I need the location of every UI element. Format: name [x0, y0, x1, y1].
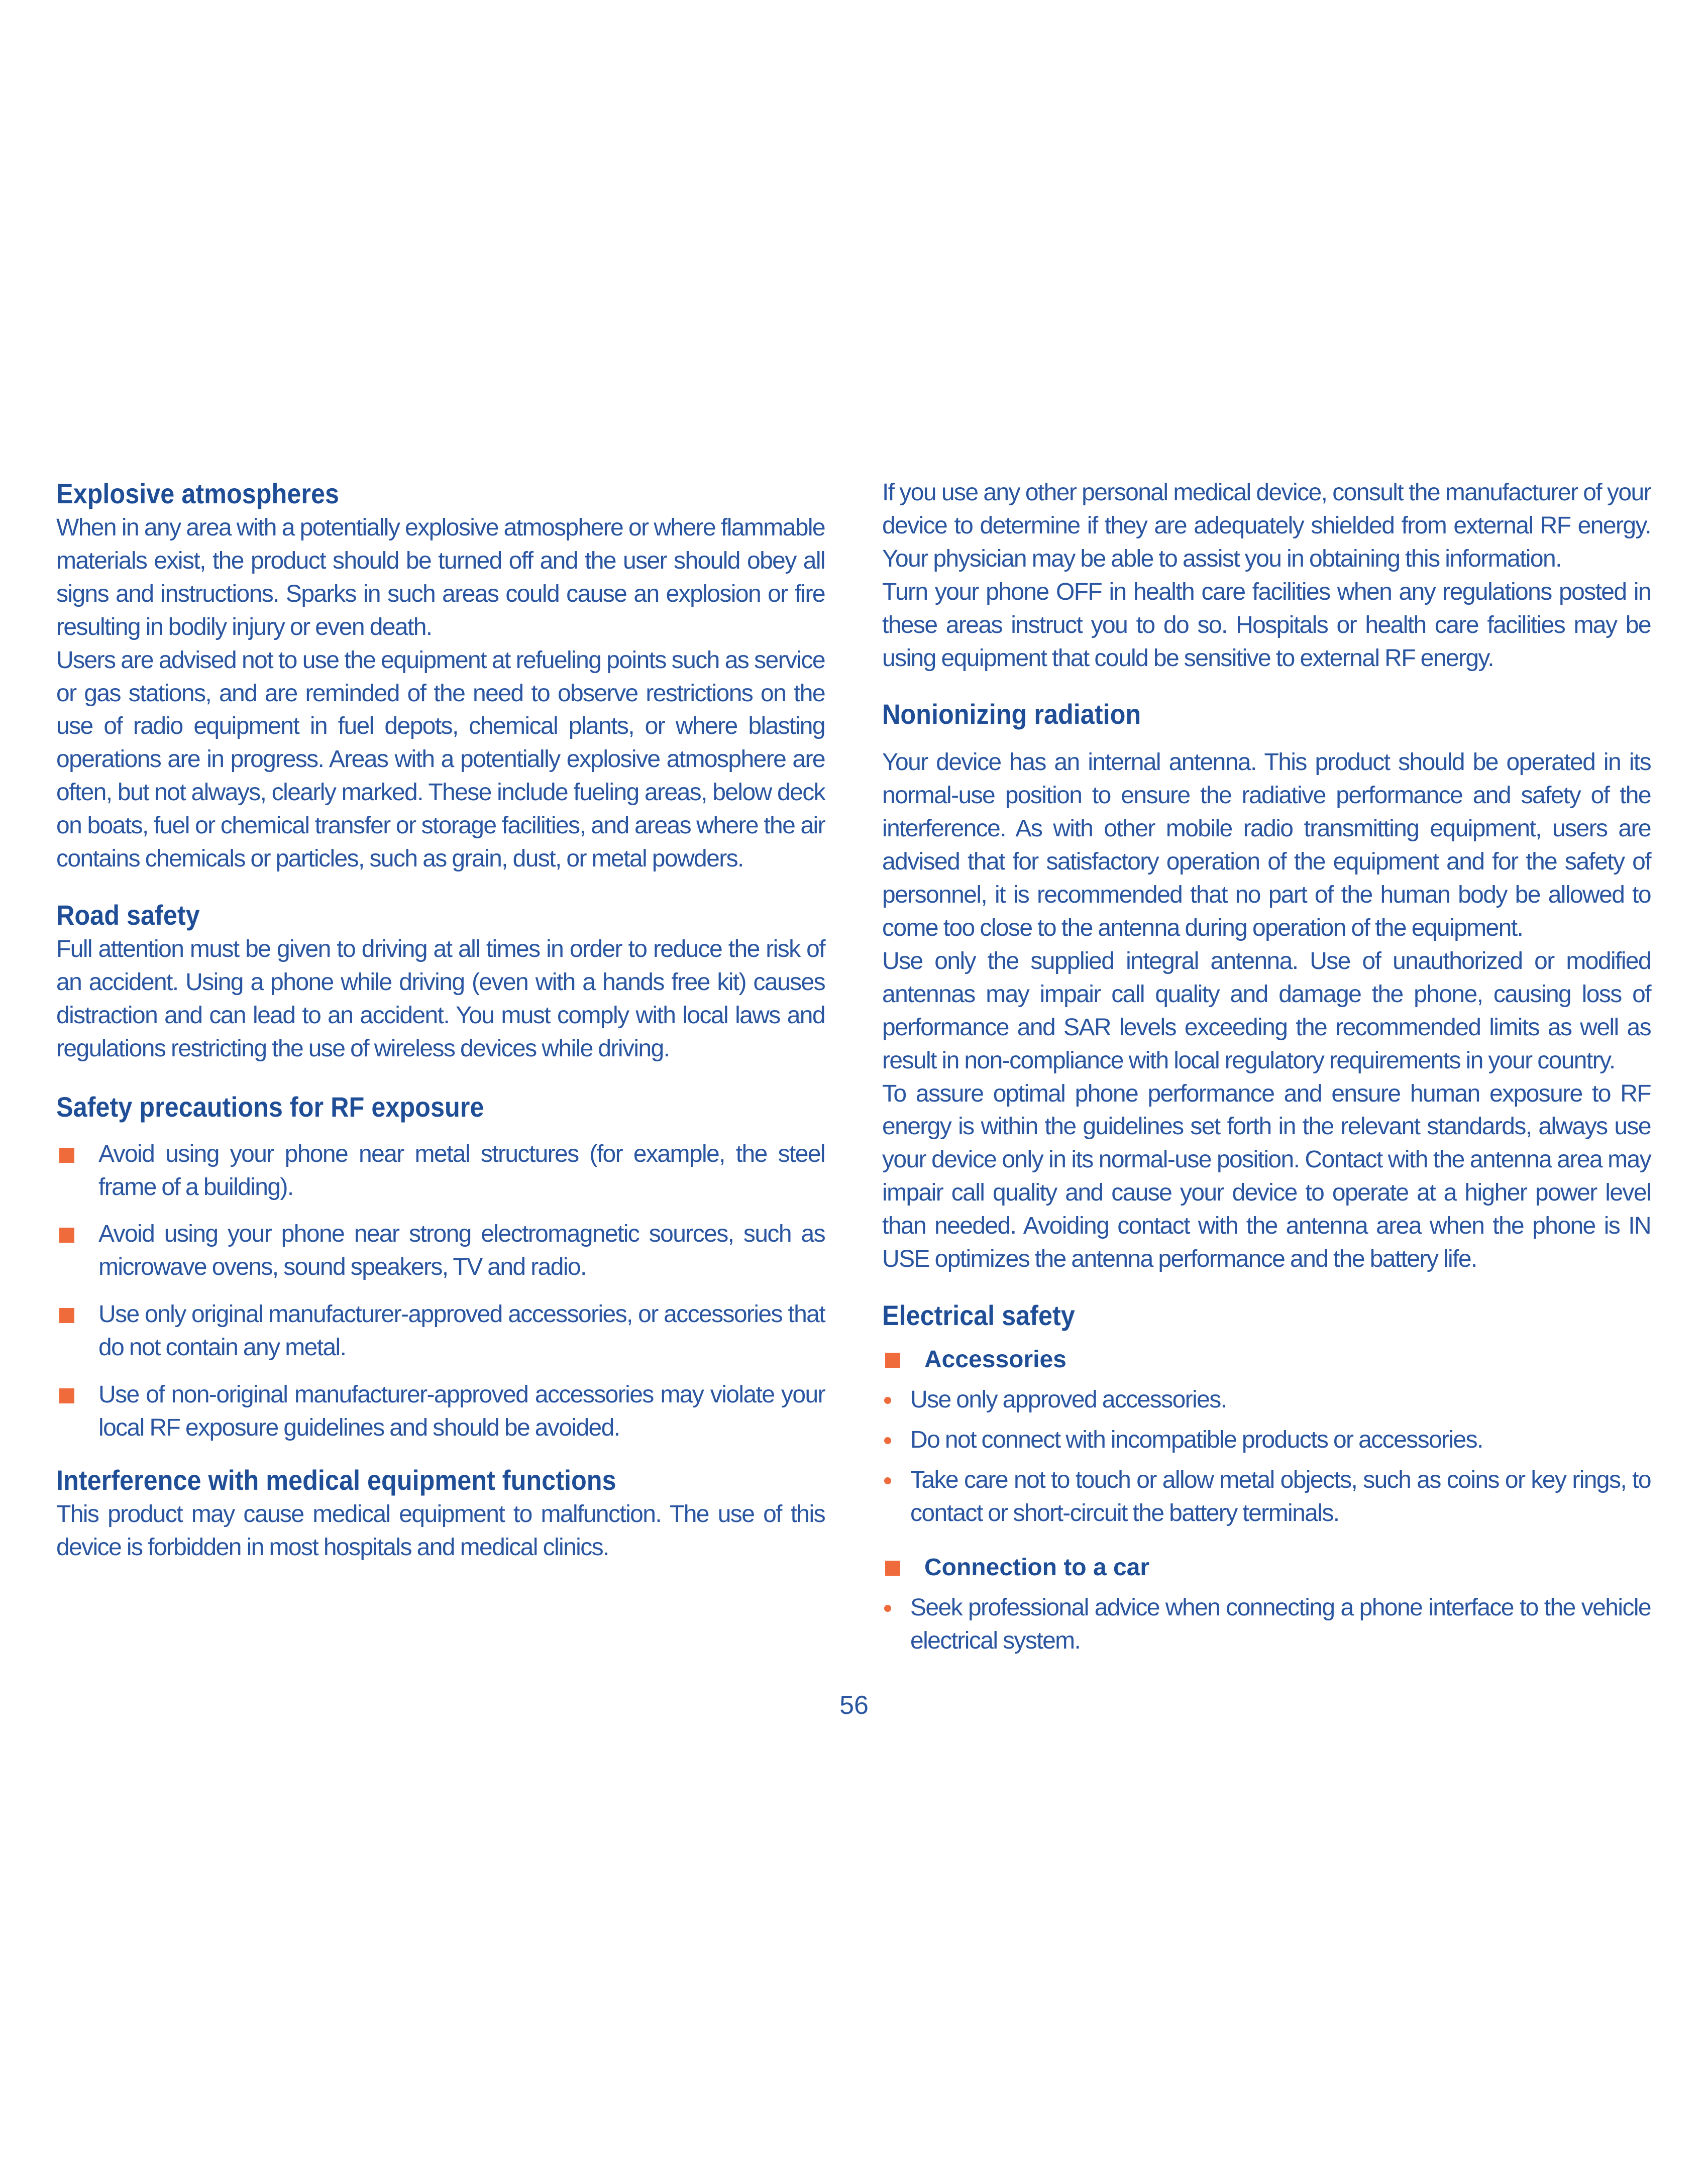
dot-bullet-icon [884, 1437, 891, 1444]
paragraph-explosive-1: When in any area with a potentially explosive atmosphere or where flammable materials exist, the product should be turned off and the user should obey all signs and instructions. Sparks in such areas could cause an explosion or fire resulting in bodily injury or even death. [56, 514, 825, 640]
list-item-rf-3 [56, 1298, 825, 1364]
spacer [882, 1537, 1651, 1551]
subheading-text: Accessories [924, 1346, 1066, 1373]
list-item-text: Use of non-original manufacturer-approved accessories may violate your local RF exposure guidelines and should be avoided. [98, 1381, 825, 1441]
subheading-connection-to-car [882, 1551, 1651, 1584]
list-item-text: Seek professional advice when connecting a phone interface to the vehicle electrical system. [910, 1594, 1651, 1654]
spacer [882, 1333, 1651, 1343]
paragraph-nonionizing-2: Use only the supplied integral antenna. Use of unauthorized or modified antennas may impair call quality and damage the phone, causing loss of performance and SAR levels exceeding the recommended limits as well as result in non-compliance with local regulatory requirements in your country. [882, 947, 1651, 1074]
section-heading-medical-interference: Interference with medical equipment functions [56, 1464, 616, 1496]
section-heading-nonionizing-radiation: Nonionizing radiation [882, 698, 1141, 730]
list-item-car-1 [882, 1591, 1651, 1658]
square-bullet-icon [885, 1561, 900, 1576]
spacer [56, 1459, 825, 1463]
spacer [56, 876, 825, 898]
square-bullet-icon [59, 1308, 74, 1323]
section-heading-electrical-safety: Electrical safety [882, 1299, 1075, 1331]
paragraph-explosive-2: Users are advised not to use the equipment at refueling points such as service or gas stations, and are reminded of the need to observe restrictions on the use of radio equipment in fuel depots, chemical plants, or where blasting operations are in progress. Areas with a potentially explosive atmosphere are often, but not always, clearly marked. These include fueling areas, below deck on boats, fuel or chemical transfer or storage facilities, and areas where the air contains chemicals or particles, such as grain, dust, or metal powders. [56, 646, 825, 873]
paragraph-road-safety: Full attention must be given to driving at all times in order to reduce the risk of an accident. Using a phone while driving (even with a hands free kit) causes distraction and can lead to an accident. You must comply with local laws and regulations restricting the use of wireless devices while driving. [56, 935, 825, 1062]
list-item-text: Use only approved accessories. [910, 1386, 1227, 1413]
section-heading-rf-exposure: Safety precautions for RF exposure [56, 1091, 484, 1123]
dot-bullet-icon [884, 1397, 891, 1404]
list-item-rf-4 [56, 1378, 825, 1445]
list-item-accessories-3 [882, 1464, 1651, 1530]
paragraph-medical-device: If you use any other personal medical device, consult the manufacturer of your device to determine if they are adequately shielded from external RF energy. Your physician may be able to assist you in obtaining this information. [882, 479, 1651, 572]
paragraph-nonionizing-1: Your device has an internal antenna. This product should be operated in its normal-use position to ensure the radiative performance and safety of the interference. As with other mobile radio transmitting equipment, users are advised that for satisfactory operation of the equipment and for the safety of personnel, it is recommended that no part of the human body be allowed to come too close to the antenna during operation of the equipment. [882, 749, 1651, 941]
right-column [882, 476, 1651, 1665]
list-item-text: Do not connect with incompatible products or accessories. [910, 1426, 1483, 1453]
spacer [882, 1376, 1651, 1383]
list-item-rf-1 [56, 1138, 825, 1204]
spacer [882, 1276, 1651, 1298]
square-bullet-icon [59, 1228, 74, 1243]
paragraph-medical-interference: This product may cause medical equipment to malfunction. The use of this device is forbidden in most hospitals and medical clinics. [56, 1500, 825, 1561]
list-item-text: Take care not to touch or allow metal objects, such as coins or key rings, to contact or short-circuit the battery terminals. [910, 1466, 1651, 1527]
page-number: 56 [839, 1691, 869, 1720]
section-heading-explosive-atmospheres: Explosive atmospheres [56, 478, 340, 509]
list-item-text: Use only original manufacturer-approved accessories, or accessories that do not contain any metal. [98, 1301, 825, 1361]
square-bullet-icon [59, 1148, 74, 1163]
subheading-accessories [882, 1343, 1651, 1376]
paragraph-health-care-facilities: Turn your phone OFF in health care facilities when any regulations posted in these areas instruct you to do so. Hospitals or health care facilities may be using equipment that could be sensitive to external RF energy. [882, 578, 1651, 672]
square-bullet-icon [885, 1353, 900, 1368]
spacer [882, 675, 1651, 697]
list-item-rf-2 [56, 1218, 825, 1284]
paragraph-nonionizing-3: To assure optimal phone performance and ensure human exposure to RF energy is within the guidelines set forth in the relevant standards, always use your device only in its normal-use position. Contact with the antenna area may impair call quality and cause your device to operate at a higher power level than needed. Avoiding contact with the antenna area when the phone is IN USE optimizes the antenna performance and the battery life. [882, 1080, 1651, 1273]
list-item-accessories-2 [882, 1424, 1651, 1457]
spacer [56, 1125, 825, 1138]
section-heading-road-safety: Road safety [56, 899, 200, 931]
list-item-text: Avoid using your phone near strong electromagnetic sources, such as microwave ovens, sound speakers, TV and radio. [98, 1221, 825, 1281]
spacer [882, 1584, 1651, 1591]
list-item-accessories-1 [882, 1383, 1651, 1416]
list-item-text: Avoid using your phone near metal structures (for example, the steel frame of a building). [98, 1140, 825, 1201]
left-column [56, 476, 825, 1564]
dot-bullet-icon [884, 1605, 891, 1612]
square-bullet-icon [59, 1388, 74, 1403]
subheading-text: Connection to a car [924, 1554, 1150, 1581]
spacer [882, 732, 1651, 746]
spacer [56, 1065, 825, 1089]
dot-bullet-icon [884, 1477, 891, 1484]
